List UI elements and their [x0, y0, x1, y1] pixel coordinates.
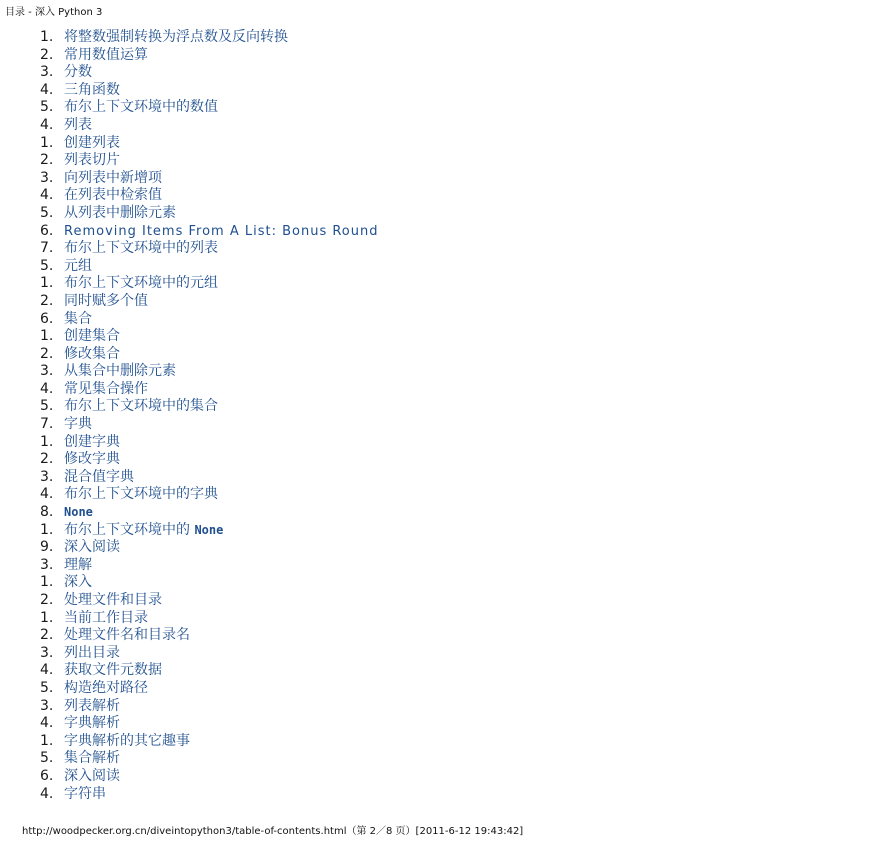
toc-entry-number: 5.	[40, 257, 54, 274]
toc-entry-number: 2.	[40, 152, 54, 169]
toc-entry-label: 元组	[64, 257, 92, 274]
toc-entry	[40, 205, 378, 223]
toc-entry	[40, 64, 378, 82]
toc-entry-label: 布尔上下文环境中的列表	[64, 240, 218, 257]
toc-entry-link[interactable]	[64, 557, 92, 573]
toc-entry	[40, 398, 378, 416]
toc-entry-link[interactable]	[64, 786, 106, 802]
toc-entry-number: 1.	[40, 328, 54, 345]
toc-entry-label: 在列表中检索值	[64, 187, 162, 204]
toc-entry	[40, 750, 378, 768]
toc-entry	[40, 486, 378, 504]
toc-entry	[40, 363, 378, 381]
toc-entry-number: 7.	[40, 240, 54, 257]
toc-entry-link[interactable]	[64, 733, 190, 749]
toc-entry-number: 2.	[40, 46, 54, 63]
toc-entry	[40, 29, 378, 47]
toc-entry-number: 2.	[40, 345, 54, 362]
toc-entry-link[interactable]	[64, 416, 92, 432]
toc-entry	[40, 328, 378, 346]
toc-entry-label: 常见集合操作	[64, 380, 148, 397]
toc-entry-label: 布尔上下文环境中的字典	[64, 486, 218, 503]
toc-entry	[40, 627, 378, 645]
toc-entry	[40, 170, 378, 188]
toc-entry	[40, 434, 378, 452]
toc-entry-link[interactable]	[64, 152, 120, 168]
toc-entry-link[interactable]	[64, 574, 92, 590]
toc-entry	[40, 610, 378, 628]
toc-entry-label: 修改字典	[64, 451, 120, 468]
toc-entry	[40, 311, 378, 329]
toc-entry-number: 4.	[40, 380, 54, 397]
toc-entry-number: 3.	[40, 64, 54, 81]
toc-entry-label: 向列表中新增项	[64, 169, 162, 186]
toc-entry-number: 3.	[40, 169, 54, 186]
toc-entry-link[interactable]	[64, 82, 120, 98]
toc-entry-number: 6.	[40, 310, 54, 327]
toc-entry	[40, 82, 378, 100]
toc-entry-label: 处理文件名和目录名	[64, 627, 190, 644]
toc-entry-link[interactable]	[64, 627, 190, 643]
toc-entry-number: 6.	[40, 767, 54, 784]
toc-entry-link[interactable]	[64, 187, 162, 203]
toc-entry-link[interactable]	[64, 610, 148, 626]
toc-entry-label: 修改集合	[64, 345, 120, 362]
toc-entry-label: 当前工作目录	[64, 609, 148, 626]
toc-entry	[40, 786, 378, 804]
toc-entry-number: 7.	[40, 416, 54, 433]
toc-entry-label: 集合	[64, 310, 92, 327]
toc-entry-link[interactable]	[64, 715, 120, 731]
toc-entry-number: 2.	[40, 592, 54, 608]
toc-entry	[40, 645, 378, 663]
toc-entry-link[interactable]	[64, 224, 378, 239]
toc-entry	[40, 522, 378, 540]
toc-entry-number: 5.	[40, 750, 54, 767]
toc-entry-link[interactable]	[64, 680, 148, 696]
toc-entry-label: 分数	[64, 64, 92, 81]
toc-entry-link[interactable]	[64, 505, 93, 519]
toc-entry-number: 1.	[40, 574, 54, 591]
toc-entry-label: 深入	[64, 574, 92, 591]
toc-entry-number: 5.	[40, 204, 54, 221]
toc-entry	[40, 733, 378, 751]
toc-entry-link[interactable]	[64, 486, 218, 502]
toc-entry-link[interactable]	[64, 698, 120, 714]
toc-entry-number: 2.	[40, 451, 54, 468]
toc-entry-label: 创建字典	[64, 433, 120, 450]
toc-entry-link[interactable]	[64, 434, 120, 450]
toc-entry-number: 4.	[40, 486, 54, 503]
toc-entry-number: 8.	[40, 504, 54, 521]
toc-entry-number: 4.	[40, 662, 54, 679]
toc-entry	[40, 47, 378, 65]
toc-entry-link[interactable]	[64, 328, 120, 344]
toc-entry-number: 1.	[40, 732, 54, 749]
toc-entry	[40, 152, 378, 170]
toc-entry	[40, 574, 378, 592]
toc-entry-number: 3.	[40, 468, 54, 485]
toc-entry-link[interactable]	[64, 398, 218, 414]
toc-entry	[40, 381, 378, 399]
toc-entry	[40, 662, 378, 680]
toc-entry	[40, 698, 378, 716]
toc-entry	[40, 223, 378, 241]
toc-entry-link[interactable]	[64, 258, 92, 274]
toc-entry-label: 从集合中删除元素	[64, 363, 176, 380]
toc-entry-code: None	[194, 522, 224, 537]
toc-entry-number: 3.	[40, 363, 54, 380]
toc-entry-label: 布尔上下文环境中的元组	[64, 275, 218, 292]
toc-entry	[40, 275, 378, 293]
toc-entry-link[interactable]	[64, 64, 92, 80]
toc-entry-link[interactable]	[64, 117, 92, 133]
toc-entry-number: 1.	[40, 275, 54, 292]
toc-entry	[40, 117, 378, 135]
toc-entry	[40, 451, 378, 469]
toc-entry-link[interactable]	[64, 240, 218, 256]
toc-entry-label: 列表切片	[64, 152, 120, 169]
toc-entry	[40, 135, 378, 153]
toc-entry	[40, 469, 378, 487]
toc-entry-number: 3.	[40, 697, 54, 714]
toc-entry-link[interactable]	[64, 363, 176, 379]
toc-entry-label: 同时赋多个值	[64, 292, 148, 309]
toc-entry-label: 创建集合	[64, 328, 120, 345]
toc-entry-number: 4.	[40, 116, 54, 133]
toc-entry-link[interactable]	[64, 47, 148, 63]
toc-entry-link[interactable]	[64, 275, 218, 291]
toc-entry-link[interactable]	[64, 522, 223, 538]
toc-entry-label: 列表	[64, 116, 92, 133]
toc-entry-label: 集合解析	[64, 750, 120, 767]
toc-entry-label: 三角函数	[64, 81, 120, 98]
page-footer: http://woodpecker.org.cn/diveintopython3/table-of-contents.html（第 2／8 页）[2011-6-12 19:43:42]	[22, 826, 524, 837]
toc-entry-link[interactable]	[64, 293, 148, 309]
toc-entry-number: 9.	[40, 539, 54, 556]
toc-entry	[40, 715, 378, 733]
toc-entry	[40, 187, 378, 205]
toc-entry-label: 理解	[64, 556, 92, 573]
toc-entry-number: 4.	[40, 715, 54, 732]
toc-entry-number: 3.	[40, 644, 54, 661]
toc-entry-label: 布尔上下文环境中的集合	[64, 398, 218, 415]
toc-entry-label: 字典解析	[64, 715, 120, 732]
toc-entry-number: 4.	[40, 81, 54, 98]
toc-entry-link[interactable]	[64, 346, 120, 362]
toc-entry	[40, 416, 378, 434]
toc-entry-number: 6.	[40, 222, 54, 239]
toc-entry	[40, 240, 378, 258]
toc-entry-label: 处理文件和目录	[64, 592, 162, 608]
toc-entry-link[interactable]	[64, 750, 120, 766]
toc-entry-label: 字符串	[64, 785, 106, 802]
toc-entry-link[interactable]	[64, 662, 162, 678]
toc-entry-link[interactable]	[64, 205, 176, 221]
toc-entry-label: 将整数强制转换为浮点数及反向转换	[64, 29, 288, 45]
toc-entry-label: 字典	[64, 416, 92, 433]
toc-entry-link[interactable]	[64, 311, 92, 327]
toc-entry-link[interactable]	[64, 381, 148, 397]
toc-entry-number: 5.	[40, 398, 54, 415]
toc-entry	[40, 680, 378, 698]
toc-entry-number: 1.	[40, 134, 54, 151]
toc-entry-number: 4.	[40, 785, 54, 802]
toc-entry-link[interactable]	[64, 451, 120, 467]
toc-entry-number: 3.	[40, 556, 54, 573]
toc-entry-link[interactable]	[64, 135, 120, 151]
toc-entry	[40, 539, 378, 557]
toc-entry-label: 列出目录	[64, 644, 120, 661]
toc-entry-label: 创建列表	[64, 134, 120, 151]
toc-entry-link[interactable]	[64, 539, 120, 555]
table-of-contents	[40, 29, 378, 803]
toc-entry-number: 1.	[40, 521, 54, 538]
toc-entry	[40, 557, 378, 575]
toc-entry	[40, 258, 378, 276]
toc-entry	[40, 504, 378, 522]
toc-entry-number: 4.	[40, 187, 54, 204]
toc-entry-label: 从列表中删除元素	[64, 204, 176, 221]
toc-entry	[40, 768, 378, 786]
toc-entry-label: 列表解析	[64, 697, 120, 714]
toc-entry-label: 常用数值运算	[64, 46, 148, 63]
toc-entry-label: 布尔上下文环境中的	[64, 521, 195, 538]
toc-entry-number: 5.	[40, 99, 54, 116]
toc-entry-number: 1.	[40, 609, 54, 626]
toc-entry-number: 2.	[40, 292, 54, 309]
toc-entry-link[interactable]	[64, 645, 120, 661]
toc-entry-label: 深入阅读	[64, 539, 120, 556]
toc-entry-label: None	[64, 505, 93, 520]
toc-entry-link[interactable]	[64, 469, 134, 485]
toc-entry-number: 5.	[40, 679, 54, 696]
toc-entry-link[interactable]	[64, 768, 120, 784]
toc-entry-label: 获取文件元数据	[64, 662, 162, 679]
toc-entry-label: 混合值字典	[64, 468, 134, 485]
toc-entry-label: 深入阅读	[64, 767, 120, 784]
toc-entry-link[interactable]	[64, 170, 162, 186]
toc-entry-number: 1.	[40, 29, 54, 45]
toc-entry	[40, 592, 378, 610]
toc-entry-label: Removing Items From A List: Bonus Round	[64, 223, 379, 239]
page-header: 目录 - 深入 Python 3	[5, 7, 103, 18]
toc-entry-link[interactable]	[64, 29, 288, 45]
toc-entry-number: 2.	[40, 627, 54, 644]
toc-entry	[40, 99, 378, 117]
toc-entry-label: 布尔上下文环境中的数值	[64, 99, 218, 116]
toc-entry	[40, 346, 378, 364]
toc-entry-label: 构造绝对路径	[64, 679, 148, 696]
toc-entry-number: 1.	[40, 433, 54, 450]
toc-entry-link[interactable]	[64, 592, 162, 608]
toc-entry	[40, 293, 378, 311]
toc-entry-link[interactable]	[64, 99, 218, 115]
toc-entry-label: 字典解析的其它趣事	[64, 732, 190, 749]
